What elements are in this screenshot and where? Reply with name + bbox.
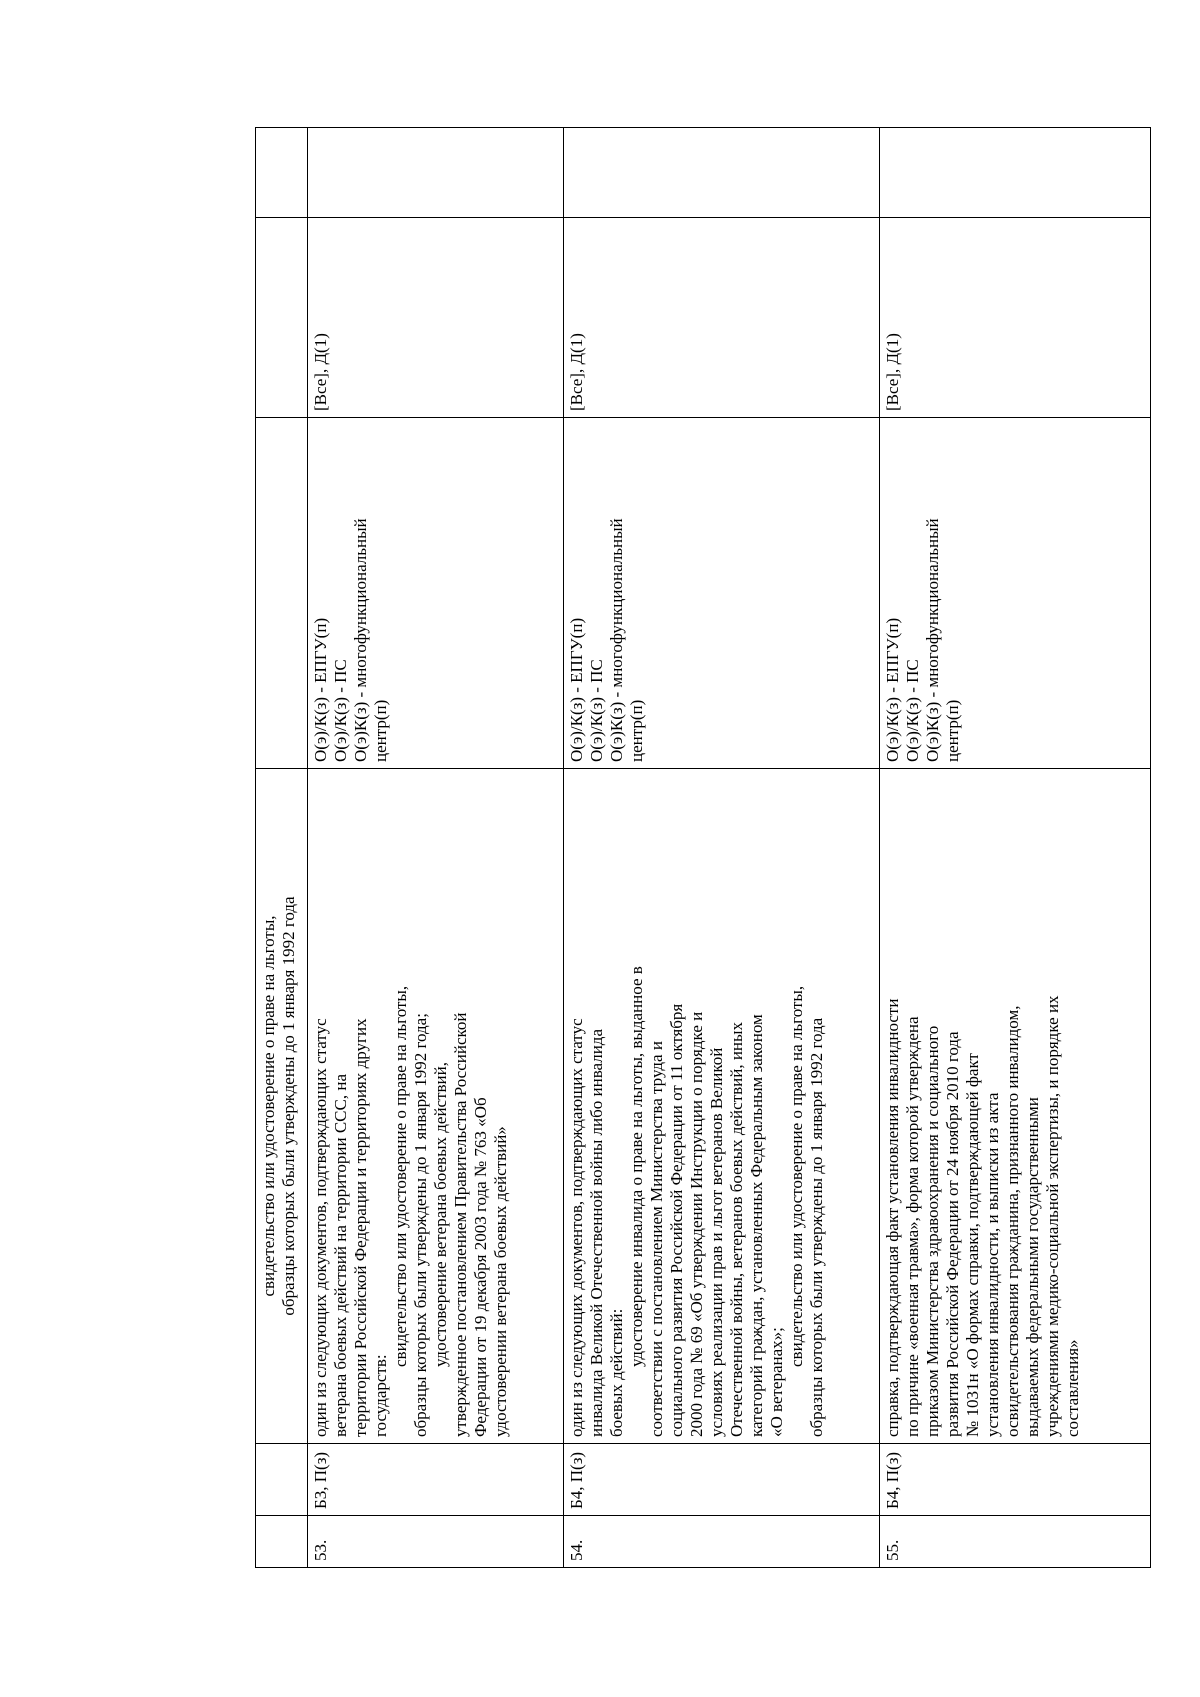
rotated-page — [255, 128, 1082, 1568]
cell-note — [564, 128, 880, 218]
doc-line: установления инвалидности, и выписки из акта — [983, 1092, 1002, 1437]
doc-line: выдаваемых федеральными государственными — [1023, 1097, 1042, 1437]
cell-document — [564, 769, 880, 1444]
doc-line: «О ветеранах»; — [767, 1327, 786, 1437]
doc-line: категорий граждан, установленных Федеральным законом — [747, 1014, 766, 1437]
doc-line: боевых действий: — [607, 1308, 626, 1437]
doc-line: 2000 года № 69 «Об утверждении Инструкции о порядке и — [687, 1011, 706, 1437]
row-code: Б3, П(з) — [308, 1444, 564, 1516]
document-table — [255, 127, 1151, 1568]
cell-note — [308, 128, 564, 218]
cell-note — [880, 128, 1151, 218]
table-row-54 — [564, 128, 880, 1568]
row-group: [Все], Д(1) — [308, 218, 564, 418]
way-line: центр(п) — [627, 699, 646, 762]
way-line: О(э)/К(з) - ЕПГУ(п) — [883, 617, 902, 762]
doc-line: № 1031н «О формах справки, подтверждающей факт — [963, 1053, 982, 1437]
doc-line: условиях реализации прав и льгот ветеранов Великой — [707, 1047, 726, 1437]
way-line: О(э)К(з) - многофункциональный — [607, 518, 626, 762]
way-line: О(э)/К(з) - ЕПГУ(п) — [567, 617, 586, 762]
cell-way — [880, 418, 1151, 769]
way-line: О(э)/К(з) - ПС — [587, 659, 606, 762]
cell-way — [256, 418, 308, 769]
doc-line: образцы которых были утверждены до 1 января 1992 года; — [411, 1013, 430, 1437]
cell-way — [308, 418, 564, 769]
way-line: О(э)/К(з) - ПС — [331, 659, 350, 762]
way-line: О(э)К(з) - многофункциональный — [923, 518, 942, 762]
doc-line: удостоверение инвалида о праве на льготы, выданное в — [627, 966, 646, 1367]
way-line: О(э)/К(з) - ПС — [903, 659, 922, 762]
doc-line: инвалида Великой Отечественной войны либо инвалида — [587, 1029, 606, 1437]
doc-line: один из следующих документов, подтверждающих статус — [311, 1018, 330, 1437]
row-number: 53. — [308, 1516, 564, 1568]
doc-line: Отечественной войны, ветеранов боевых действий, иных — [727, 1022, 746, 1437]
doc-line: свидетельство или удостоверение о праве на льготы, — [787, 985, 806, 1367]
doc-line: освидетельствования гражданина, признанного инвалидом, — [1003, 1005, 1022, 1437]
doc-line: учреждениями медико-социальной экспертизы, и порядке их — [1043, 995, 1062, 1437]
doc-line: ветерана боевых действий на территории ССС, на — [331, 1073, 350, 1437]
row-group: [Все], Д(1) — [880, 218, 1151, 418]
row-code: Б4, П(з) — [564, 1444, 880, 1516]
doc-line: развития Российской Федерации от 24 ноября 2010 года — [943, 1031, 962, 1437]
doc-line: составления» — [1063, 1339, 1082, 1437]
cell-document — [308, 769, 564, 1444]
doc-line: утвержденное постановлением Правительства Российской — [451, 1012, 470, 1437]
table-row-55 — [880, 128, 1151, 1568]
way-line: центр(п) — [943, 699, 962, 762]
doc-line: Федерации от 19 декабря 2003 года № 763 «Об — [471, 1097, 490, 1437]
row-code: Б4, П(з) — [880, 1444, 1151, 1516]
doc-line: один из следующих документов, подтверждающих статус — [567, 1018, 586, 1437]
doc-line: образцы которых были утверждены до 1 января 1992 года — [279, 896, 298, 1316]
doc-line: государств: — [371, 1354, 390, 1437]
cell-note — [256, 128, 308, 218]
doc-line: по причине «военная травма», форма которой утверждена — [903, 1016, 922, 1437]
cell-way — [564, 418, 880, 769]
doc-line: удостоверении ветерана боевых действий» — [491, 1126, 510, 1437]
row-number: 54. — [564, 1516, 880, 1568]
doc-line: свидетельство или удостоверение о праве на льготы, — [259, 915, 278, 1297]
table-row-53 — [308, 128, 564, 1568]
cell-group — [256, 218, 308, 418]
row-number: 55. — [880, 1516, 1151, 1568]
doc-line: справка, подтверждающая факт установления инвалидности — [883, 998, 902, 1437]
cell-code — [256, 1444, 308, 1516]
doc-line: соответствии с постановлением Министерства труда и — [647, 1041, 666, 1437]
way-line: О(э)К(з) - многофункциональный — [351, 518, 370, 762]
table-row-continuation — [256, 128, 308, 1568]
cell-num — [256, 1516, 308, 1568]
way-line: центр(п) — [371, 699, 390, 762]
row-group: [Все], Д(1) — [564, 218, 880, 418]
way-line: О(э)/К(з) - ЕПГУ(п) — [311, 617, 330, 762]
doc-line: образцы которых были утверждены до 1 января 1992 года — [807, 1017, 826, 1437]
doc-line: территории Российской Федерации и территориях других — [351, 1018, 370, 1437]
cell-document — [880, 769, 1151, 1444]
doc-line: свидетельство или удостоверение о праве на льготы, — [391, 985, 410, 1367]
doc-line: приказом Министерства здравоохранения и социального — [923, 1025, 942, 1437]
doc-line: социального развития Российской Федерации от 11 октября — [667, 1003, 686, 1437]
cell-document — [256, 769, 308, 1444]
doc-line: удостоверение ветерана боевых действий, — [431, 1062, 450, 1367]
